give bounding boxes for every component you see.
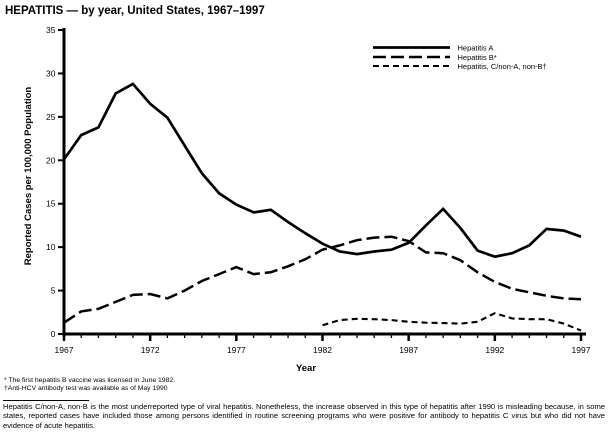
y-tick-label: 35 xyxy=(46,25,56,35)
legend-label: Hepatitis, C/non-A, non-B† xyxy=(457,61,547,71)
footnote-separator xyxy=(3,400,89,401)
y-tick-label: 0 xyxy=(50,329,56,339)
y-tick-label: 15 xyxy=(46,198,56,209)
x-tick-label: 1977 xyxy=(226,345,246,355)
legend-label: Hepatitis A xyxy=(457,43,494,53)
x-tick-label: 1972 xyxy=(140,345,160,355)
x-axis-title: Year xyxy=(295,363,317,374)
x-tick-label: 1997 xyxy=(571,345,591,355)
y-axis-title: Reported Cases per 100,000 Population xyxy=(23,86,34,266)
y-tick-label: 10 xyxy=(46,242,56,253)
legend-item xyxy=(373,43,493,52)
hepatitis-b-line xyxy=(64,237,581,323)
y-tick-label: 25 xyxy=(46,111,56,122)
x-tick-label: 1992 xyxy=(485,345,505,355)
x-tick-label: 1967 xyxy=(54,345,74,355)
y-tick-label: 30 xyxy=(46,68,56,79)
footnote-antibody: †Anti-HCV antibody test was available as of May 1990 xyxy=(4,385,168,392)
legend-item xyxy=(373,62,547,71)
legend xyxy=(373,43,547,71)
x-tick-label: 1987 xyxy=(399,345,419,355)
legend-item xyxy=(373,53,497,62)
chart-title: HEPATITIS — by year, United States, 1967–1997 xyxy=(5,5,265,17)
y-tick-label: 5 xyxy=(50,285,56,296)
hepatitis-c-non-a-non-b-line xyxy=(323,313,582,330)
y-tick-label: 20 xyxy=(46,155,56,166)
hepatitis-a-line xyxy=(64,84,581,257)
footnote-vaccine: * The first hepatitis B vaccine was licensed in June 1982. xyxy=(4,377,176,384)
x-tick-label: 1982 xyxy=(313,345,332,355)
legend-label: Hepatitis B* xyxy=(457,52,497,62)
discussion-note: Hepatitis C/non-A, non-B is the most underreported type of viral hepatitis. Nonetheless, the increase observed in this type of hepatitis after 1990 is misleading because, in some states, reported cases have included those among persons identified in routine screening programs who were positive for antibody to hepatitis C virus but who did not have evidence of acute hepatitis. xyxy=(3,402,605,430)
